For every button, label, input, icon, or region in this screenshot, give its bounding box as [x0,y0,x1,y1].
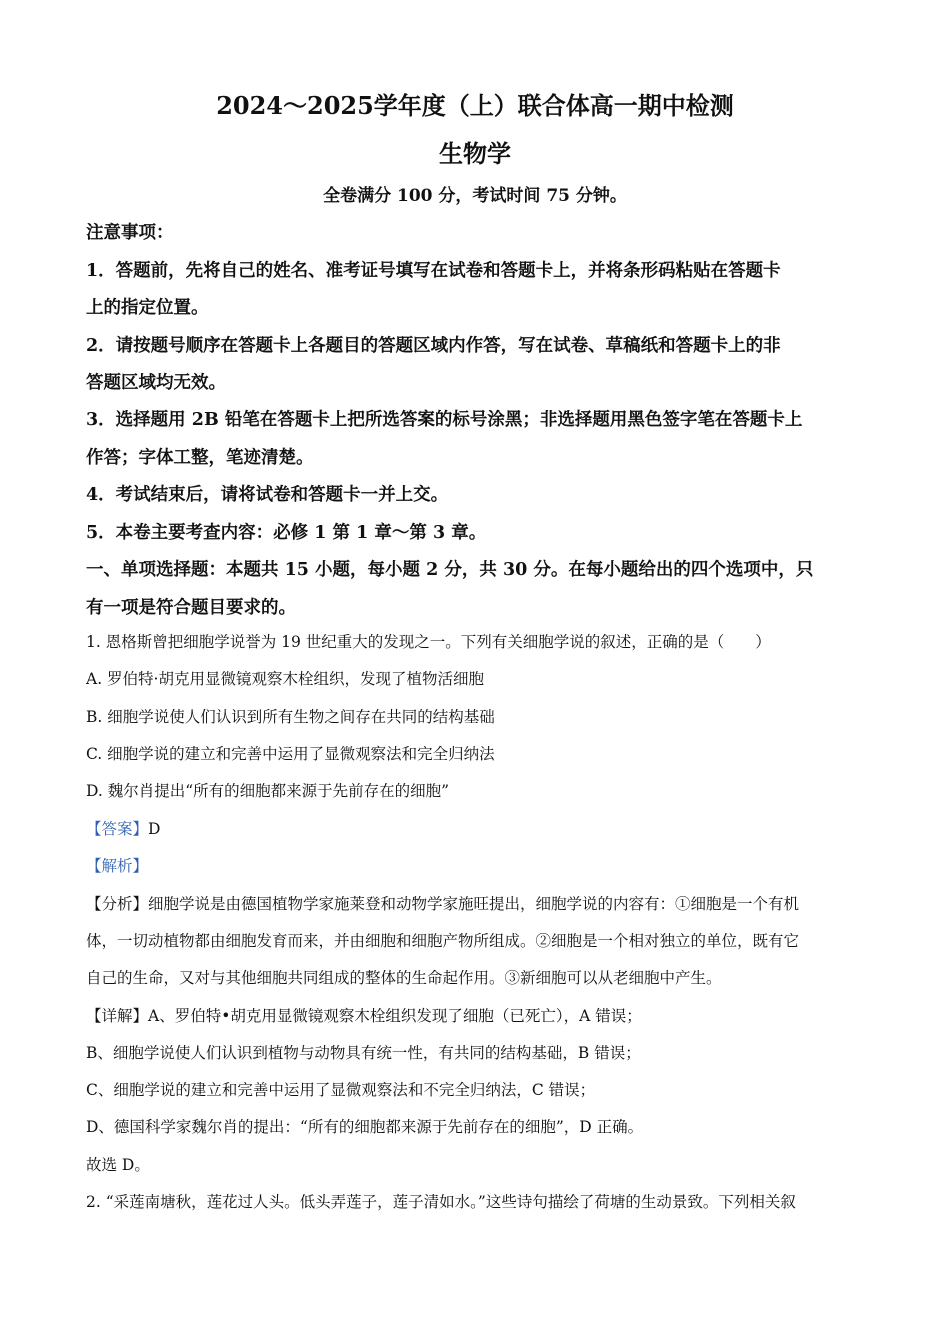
notice-line: 2．请按题号顺序在答题卡上各题目的答题区域内作答，写在试卷、草稿纸和答题卡上的非 [86,336,781,356]
exam-info: 全卷满分 100 分，考试时间 75 分钟。 [323,186,627,206]
notice-heading: 注意事项： [86,223,174,243]
detail-line: C、细胞学说的建立和完善中运用了显微观察法和不完全归纳法，C 错误； [86,1081,596,1099]
fenxi-tag: 【分析】 [86,895,149,913]
exam-title: 2024～2025学年度（上）联合体高一期中检测 [216,91,734,120]
analysis-line: 体，一切动植物都由细胞发育而来，并由细胞和细胞产物所组成。②细胞是一个相对独立的单位，既有它 [86,932,800,950]
notice-line: 答题区域均无效。 [86,373,226,393]
detail-text: A、罗伯特•胡克用显微镜观察木栓组织发现了细胞（已死亡），A 错误； [148,1007,642,1025]
conclusion-line: 故选 D。 [86,1156,150,1174]
notice-line: 1．答题前，先将自己的姓名、准考证号填写在试卷和答题卡上，并将条形码粘贴在答题卡 [86,261,781,281]
section-heading-cont: 有一项是符合题目要求的。 [86,598,296,618]
detail-line: B、细胞学说使人们认识到植物与动物具有统一性，有共同的结构基础，B 错误； [86,1044,641,1062]
fenxi-text: 细胞学说是由德国植物学家施莱登和动物学家施旺提出，细胞学说的内容有：①细胞是一个有机 [148,895,800,913]
question-2-stem: 2. “采莲南塘秋，莲花过人头。低头弄莲子，莲子清如水。”这些诗句描绘了荷塘的生动景致。下列相关叙 [86,1193,796,1211]
notice-line: 4．考试结束后，请将试卷和答题卡一并上交。 [86,485,449,505]
answer-line [86,817,160,839]
detail-line [86,1004,642,1026]
detail-line: D、德国科学家魏尔肖的提出：“所有的细胞都来源于先前存在的细胞”，D 正确。 [86,1118,644,1136]
analysis-line: 自己的生命，又对与其他细胞共同组成的整体的生命起作用。③新细胞可以从老细胞中产生。 [86,969,722,987]
notice-line: 5．本卷主要考查内容：必修 1 第 1 章～第 3 章。 [86,523,487,543]
notice-line: 作答；字体工整，笔迹清楚。 [86,448,314,468]
subject-title: 生物学 [439,139,511,168]
section-heading: 一、单项选择题：本题共 15 小题，每小题 2 分，共 30 分。在每小题给出的四个选项中，只 [86,560,814,580]
notice-line: 3．选择题用 2B 铅笔在答题卡上把所选答案的标号涂黑；非选择题用黑色签字笔在答题卡上 [86,410,803,430]
detail-tag: 【详解】 [86,1007,149,1025]
question-1-option-c: C. 细胞学说的建立和完善中运用了显微观察法和完全归纳法 [86,745,495,763]
notice-line: 上的指定位置。 [86,298,209,318]
question-1-stem: 1. 恩格斯曾把细胞学说誉为 19 世纪重大的发现之一。下列有关细胞学说的叙述，正确的是（ ） [86,633,771,651]
question-1-option-b: B. 细胞学说使人们认识到所有生物之间存在共同的结构基础 [86,708,495,726]
answer-tag: 【答案】 [86,820,149,838]
analysis-line [86,892,799,914]
analysis-tag: 【解析】 [86,857,149,875]
question-1-option-d: D. 魏尔肖提出“所有的细胞都来源于先前存在的细胞” [86,782,450,800]
answer-value: D [148,820,161,838]
question-1-option-a: A. 罗伯特·胡克用显微镜观察木栓组织，发现了植物活细胞 [86,670,484,688]
